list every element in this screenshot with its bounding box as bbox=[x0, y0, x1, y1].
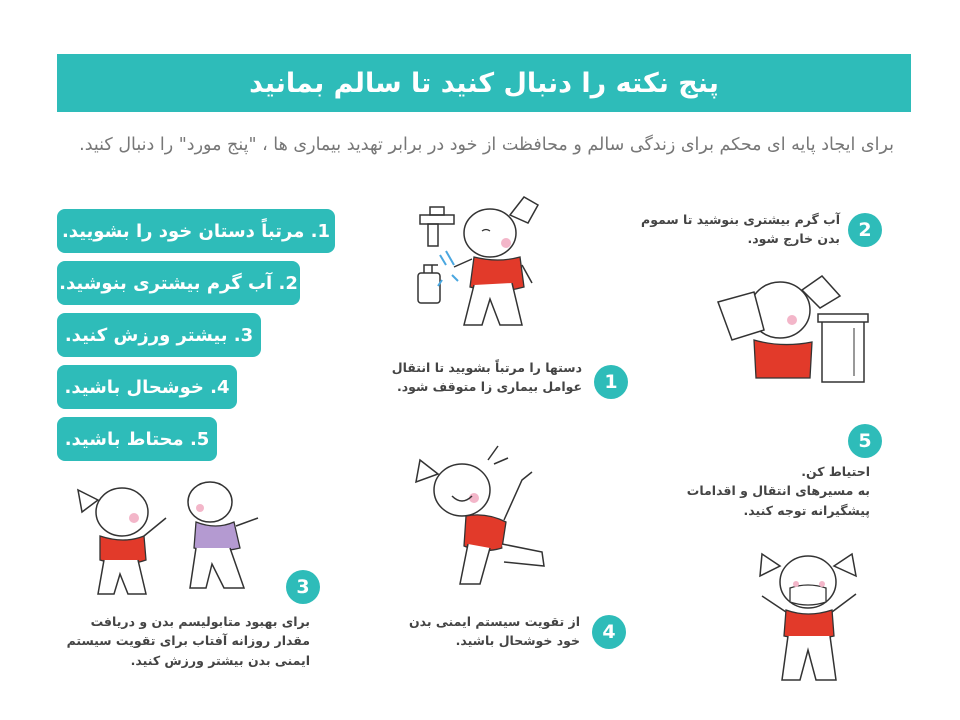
tip-pill-3: 3. بیشتر ورزش کنید. bbox=[57, 313, 261, 357]
kids-exercising-illustration bbox=[60, 478, 270, 598]
happy-girl-illustration bbox=[408, 440, 558, 590]
step-caption-4: از تقویت سیستم ایمنی بدن خود خوشحال باشید. bbox=[408, 614, 580, 649]
hand-washing-illustration bbox=[412, 185, 562, 345]
tip-pill-1: 1. مرتباً دستان خود را بشویید. bbox=[57, 209, 335, 253]
title-banner bbox=[57, 54, 911, 112]
page-title: پنج نکته را دنبال کنید تا سالم بمانید bbox=[249, 67, 719, 99]
tip-pill-5: 5. محتاط باشید. bbox=[57, 417, 217, 461]
tip-pill-2: 2. آب گرم بیشتری بنوشید. bbox=[57, 261, 300, 305]
step-caption-2: آب گرم بیشتری بنوشید تا سموم بدن خارج شود. bbox=[641, 212, 840, 247]
step-number-2: 2 bbox=[848, 213, 882, 247]
tip-pill-4: 4. خوشحال باشید. bbox=[57, 365, 237, 409]
step-number-3: 3 bbox=[286, 570, 320, 604]
step-number-1: 1 bbox=[594, 365, 628, 399]
intro-text: برای ایجاد پایه ای محکم برای زندگی سالم و محافظت از خود در برابر تهدید بیماری ها ، "پنج مورد" را دنبال کنید. bbox=[79, 135, 894, 155]
step-number-5: 5 bbox=[848, 424, 882, 458]
masked-girl-illustration bbox=[748, 540, 878, 690]
drinking-water-illustration bbox=[706, 268, 876, 388]
step-caption-1: دستها را مرتباً بشویید تا انتقال عوامل بیماری زا متوقف شود. bbox=[391, 360, 582, 395]
step-caption-3: برای بهبود متابولیسم بدن و دریافت مقدار روزانه آفتاب برای تقویت سیستم ایمنی بدن بیشتر ورزش کنید. bbox=[66, 614, 310, 668]
step-caption-5: احتیاط کن. به مسیرهای انتقال و اقدامات پیشگیرانه توجه کنید. bbox=[686, 464, 870, 518]
step-number-4: 4 bbox=[592, 615, 626, 649]
